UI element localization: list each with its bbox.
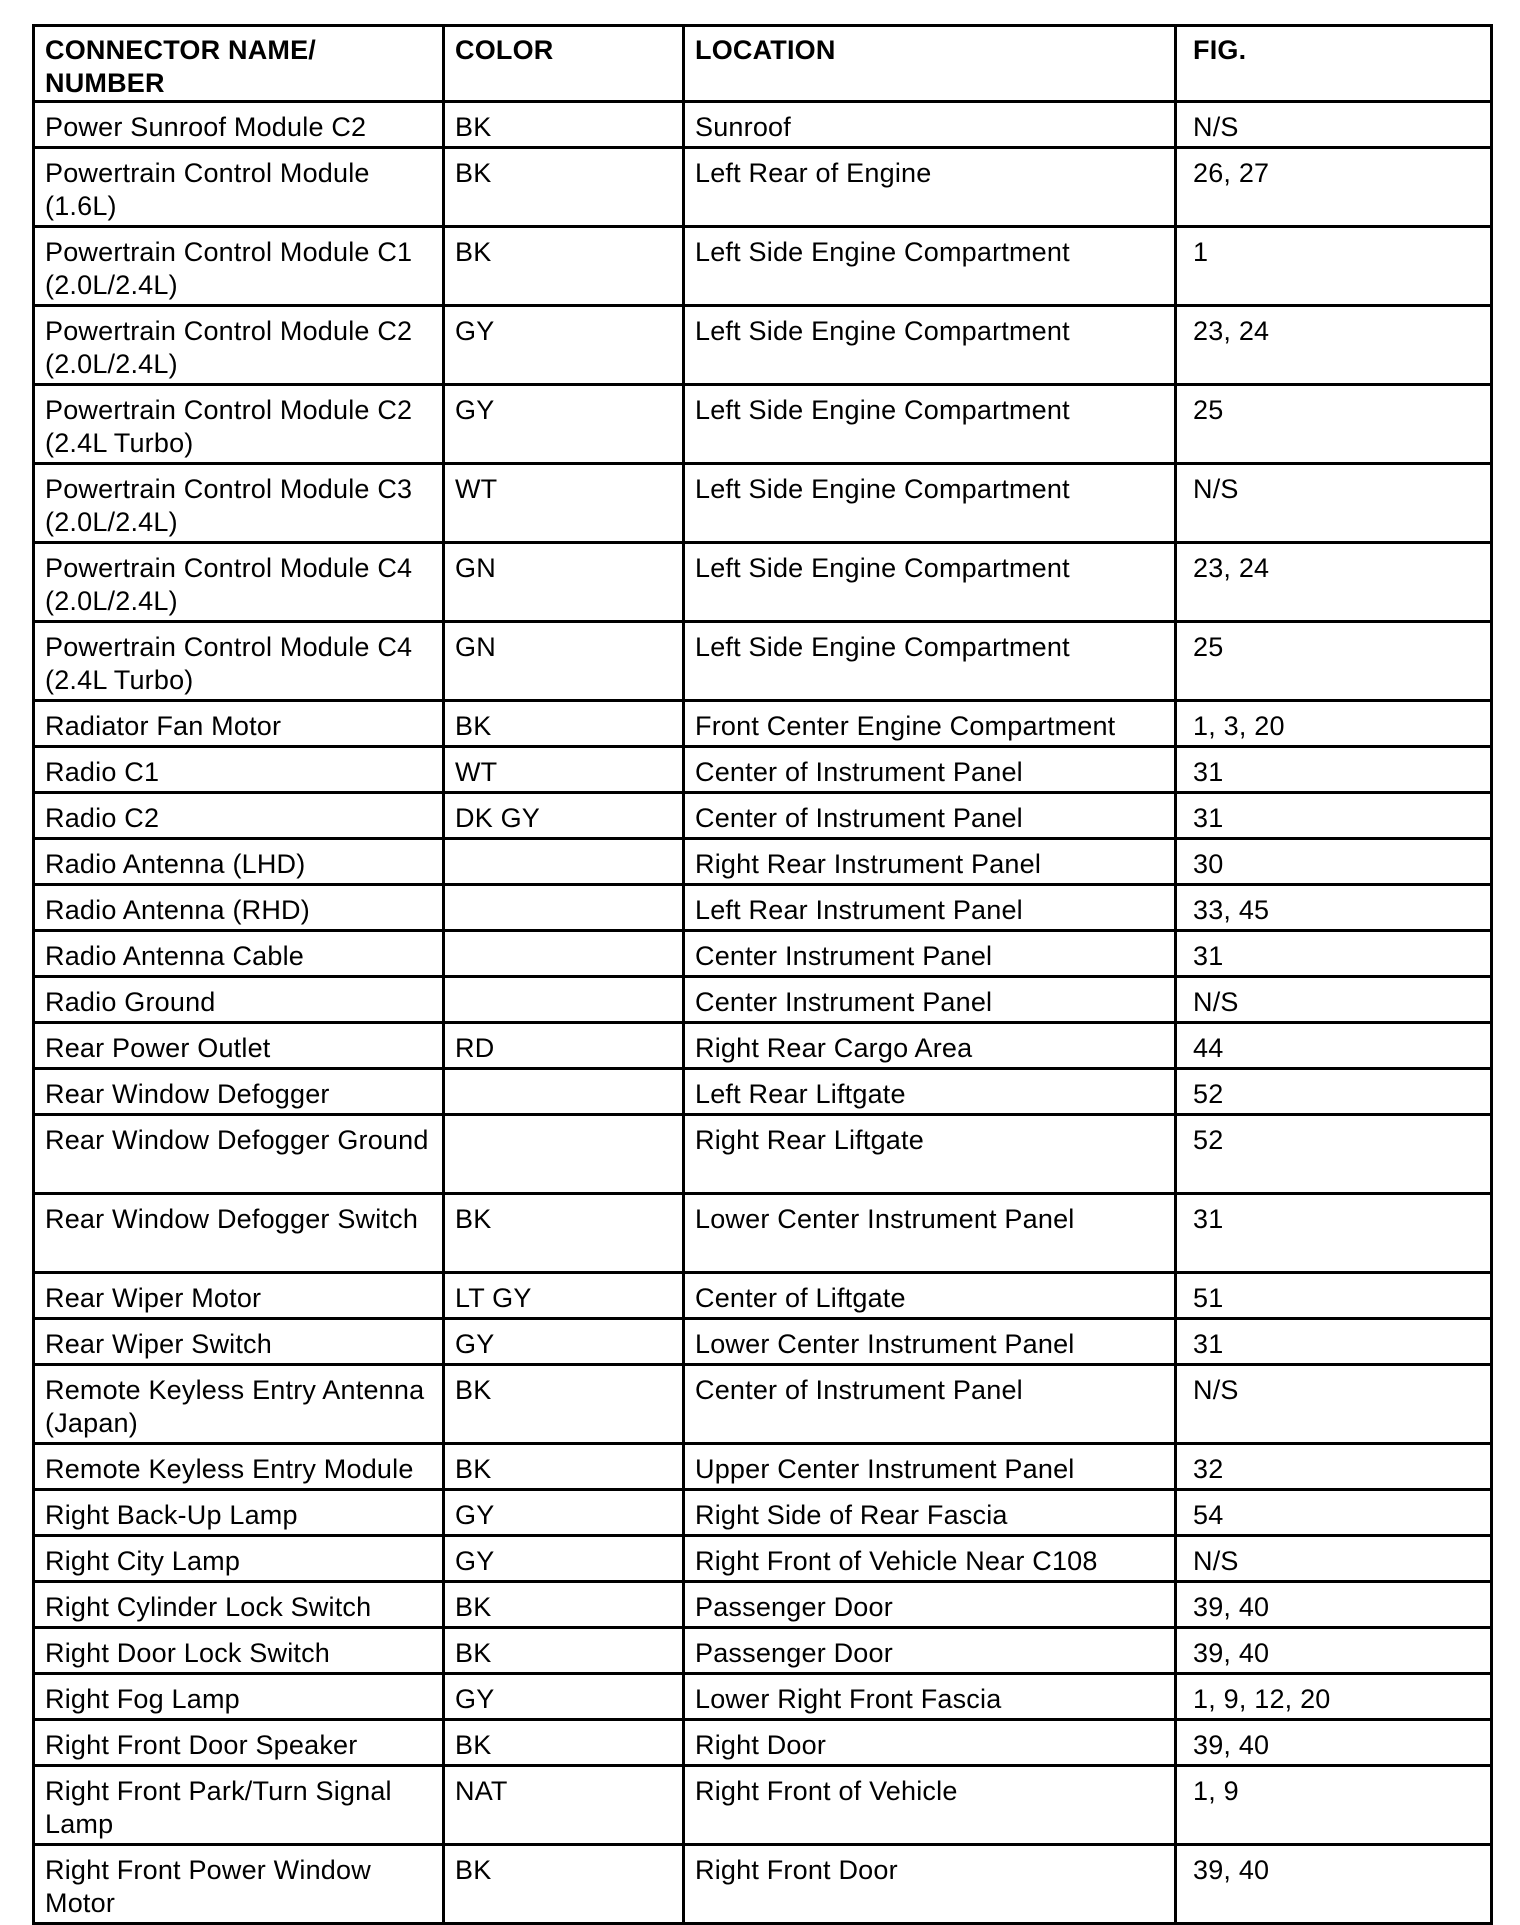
- connector-name-cell: Right Fog Lamp: [34, 1674, 444, 1720]
- location-cell: Lower Center Instrument Panel: [684, 1319, 1176, 1365]
- fig-cell: N/S: [1176, 464, 1492, 543]
- table-row: [34, 543, 1492, 622]
- color-cell: NAT: [444, 1766, 684, 1845]
- table-row: [34, 1365, 1492, 1444]
- table-row: [34, 931, 1492, 977]
- connector-name-cell: Right City Lamp: [34, 1536, 444, 1582]
- location-cell: Passenger Door: [684, 1582, 1176, 1628]
- connector-name-cell: Right Cylinder Lock Switch: [34, 1582, 444, 1628]
- table-row: [34, 1115, 1492, 1194]
- connector-name-cell: Rear Window Defogger Switch: [34, 1194, 444, 1273]
- fig-cell: 52: [1176, 1115, 1492, 1194]
- connector-name-cell: Rear Window Defogger Ground: [34, 1115, 444, 1194]
- color-cell: GY: [444, 1490, 684, 1536]
- location-cell: Lower Center Instrument Panel: [684, 1194, 1176, 1273]
- connector-name-cell: Powertrain Control Module C4 (2.4L Turbo): [34, 622, 444, 701]
- location-cell: Passenger Door: [684, 1628, 1176, 1674]
- table-row: [34, 464, 1492, 543]
- location-cell: Center of Instrument Panel: [684, 1365, 1176, 1444]
- header-location: LOCATION: [684, 26, 1176, 102]
- connector-name-cell: Rear Wiper Motor: [34, 1273, 444, 1319]
- fig-cell: 39, 40: [1176, 1720, 1492, 1766]
- fig-cell: 31: [1176, 747, 1492, 793]
- color-cell: [444, 1115, 684, 1194]
- color-cell: BK: [444, 701, 684, 747]
- color-cell: GY: [444, 306, 684, 385]
- table-row: [34, 622, 1492, 701]
- table-row: [34, 306, 1492, 385]
- color-cell: BK: [444, 227, 684, 306]
- table-row: [34, 1720, 1492, 1766]
- table-row: [34, 793, 1492, 839]
- fig-cell: 39, 40: [1176, 1582, 1492, 1628]
- fig-cell: 31: [1176, 793, 1492, 839]
- connector-table: [32, 24, 1493, 1925]
- fig-cell: 1, 3, 20: [1176, 701, 1492, 747]
- location-cell: Left Side Engine Compartment: [684, 464, 1176, 543]
- table-row: [34, 102, 1492, 148]
- location-cell: Right Front of Vehicle Near C108: [684, 1536, 1176, 1582]
- header-fig: FIG.: [1176, 26, 1492, 102]
- color-cell: [444, 885, 684, 931]
- location-cell: Center of Instrument Panel: [684, 793, 1176, 839]
- fig-cell: 39, 40: [1176, 1628, 1492, 1674]
- color-cell: [444, 931, 684, 977]
- location-cell: Right Front of Vehicle: [684, 1766, 1176, 1845]
- fig-cell: 25: [1176, 385, 1492, 464]
- location-cell: Left Rear Liftgate: [684, 1069, 1176, 1115]
- table-row: [34, 1444, 1492, 1490]
- table-row: [34, 1490, 1492, 1536]
- connector-name-cell: Remote Keyless Entry Module: [34, 1444, 444, 1490]
- fig-cell: 31: [1176, 1194, 1492, 1273]
- connector-name-cell: Radio C1: [34, 747, 444, 793]
- location-cell: Left Rear Instrument Panel: [684, 885, 1176, 931]
- connector-name-cell: Radio Antenna Cable: [34, 931, 444, 977]
- connector-name-cell: Powertrain Control Module C2 (2.4L Turbo): [34, 385, 444, 464]
- color-cell: BK: [444, 1194, 684, 1273]
- color-cell: BK: [444, 1845, 684, 1924]
- connector-name-cell: Rear Power Outlet: [34, 1023, 444, 1069]
- color-cell: BK: [444, 1365, 684, 1444]
- location-cell: Center Instrument Panel: [684, 931, 1176, 977]
- fig-cell: N/S: [1176, 1536, 1492, 1582]
- table-row: [34, 148, 1492, 227]
- location-cell: Left Side Engine Compartment: [684, 622, 1176, 701]
- color-cell: BK: [444, 102, 684, 148]
- table-row: [34, 977, 1492, 1023]
- location-cell: Left Side Engine Compartment: [684, 227, 1176, 306]
- color-cell: DK GY: [444, 793, 684, 839]
- table-row: [34, 701, 1492, 747]
- header-color: COLOR: [444, 26, 684, 102]
- color-cell: GY: [444, 1536, 684, 1582]
- fig-cell: 30: [1176, 839, 1492, 885]
- header-connector-name: CONNECTOR NAME/ NUMBER: [34, 26, 444, 102]
- fig-cell: 44: [1176, 1023, 1492, 1069]
- connector-name-cell: Powertrain Control Module C4 (2.0L/2.4L): [34, 543, 444, 622]
- color-cell: [444, 977, 684, 1023]
- table-row: [34, 1194, 1492, 1273]
- table-body: [34, 102, 1492, 1924]
- fig-cell: N/S: [1176, 102, 1492, 148]
- fig-cell: 23, 24: [1176, 306, 1492, 385]
- color-cell: BK: [444, 1582, 684, 1628]
- connector-name-cell: Radio Ground: [34, 977, 444, 1023]
- location-cell: Center of Instrument Panel: [684, 747, 1176, 793]
- color-cell: BK: [444, 1720, 684, 1766]
- location-cell: Sunroof: [684, 102, 1176, 148]
- table-row: [34, 1674, 1492, 1720]
- color-cell: [444, 1069, 684, 1115]
- location-cell: Left Rear of Engine: [684, 148, 1176, 227]
- table-row: [34, 1319, 1492, 1365]
- table-row: [34, 1273, 1492, 1319]
- table-row: [34, 1845, 1492, 1924]
- fig-cell: 31: [1176, 1319, 1492, 1365]
- table-row: [34, 839, 1492, 885]
- connector-name-cell: Power Sunroof Module C2: [34, 102, 444, 148]
- location-cell: Left Side Engine Compartment: [684, 543, 1176, 622]
- table-row: [34, 885, 1492, 931]
- location-cell: Right Side of Rear Fascia: [684, 1490, 1176, 1536]
- table-row: [34, 1582, 1492, 1628]
- fig-cell: N/S: [1176, 1365, 1492, 1444]
- color-cell: BK: [444, 1628, 684, 1674]
- fig-cell: N/S: [1176, 977, 1492, 1023]
- color-cell: WT: [444, 747, 684, 793]
- fig-cell: 39, 40: [1176, 1845, 1492, 1924]
- fig-cell: 1, 9, 12, 20: [1176, 1674, 1492, 1720]
- color-cell: GY: [444, 1319, 684, 1365]
- header-row: [34, 26, 1492, 102]
- location-cell: Right Front Door: [684, 1845, 1176, 1924]
- connector-name-cell: Right Front Power Window Motor: [34, 1845, 444, 1924]
- fig-cell: 52: [1176, 1069, 1492, 1115]
- connector-name-cell: Radio Antenna (LHD): [34, 839, 444, 885]
- color-cell: GY: [444, 385, 684, 464]
- color-cell: GY: [444, 1674, 684, 1720]
- fig-cell: 32: [1176, 1444, 1492, 1490]
- connector-name-cell: Right Front Door Speaker: [34, 1720, 444, 1766]
- connector-name-cell: Right Front Park/Turn Signal Lamp: [34, 1766, 444, 1845]
- table-row: [34, 1766, 1492, 1845]
- color-cell: [444, 839, 684, 885]
- fig-cell: 54: [1176, 1490, 1492, 1536]
- color-cell: RD: [444, 1023, 684, 1069]
- fig-cell: 31: [1176, 931, 1492, 977]
- connector-name-cell: Powertrain Control Module C2 (2.0L/2.4L): [34, 306, 444, 385]
- fig-cell: 23, 24: [1176, 543, 1492, 622]
- color-cell: WT: [444, 464, 684, 543]
- location-cell: Right Rear Instrument Panel: [684, 839, 1176, 885]
- location-cell: Left Side Engine Compartment: [684, 306, 1176, 385]
- color-cell: GN: [444, 622, 684, 701]
- fig-cell: 1, 9: [1176, 1766, 1492, 1845]
- fig-cell: 33, 45: [1176, 885, 1492, 931]
- table-row: [34, 1628, 1492, 1674]
- table-row: [34, 227, 1492, 306]
- connector-name-cell: Radio Antenna (RHD): [34, 885, 444, 931]
- connector-name-cell: Radiator Fan Motor: [34, 701, 444, 747]
- fig-cell: 1: [1176, 227, 1492, 306]
- location-cell: Left Side Engine Compartment: [684, 385, 1176, 464]
- connector-name-cell: Powertrain Control Module C3 (2.0L/2.4L): [34, 464, 444, 543]
- location-cell: Lower Right Front Fascia: [684, 1674, 1176, 1720]
- connector-name-cell: Powertrain Control Module C1 (2.0L/2.4L): [34, 227, 444, 306]
- connector-name-cell: Remote Keyless Entry Antenna (Japan): [34, 1365, 444, 1444]
- connector-name-cell: Rear Wiper Switch: [34, 1319, 444, 1365]
- color-cell: BK: [444, 148, 684, 227]
- location-cell: Center Instrument Panel: [684, 977, 1176, 1023]
- table-row: [34, 747, 1492, 793]
- table-header: [34, 26, 1492, 102]
- table-row: [34, 385, 1492, 464]
- fig-cell: 26, 27: [1176, 148, 1492, 227]
- table-row: [34, 1023, 1492, 1069]
- color-cell: BK: [444, 1444, 684, 1490]
- connector-name-cell: Powertrain Control Module (1.6L): [34, 148, 444, 227]
- location-cell: Right Door: [684, 1720, 1176, 1766]
- connector-name-cell: Radio C2: [34, 793, 444, 839]
- location-cell: Front Center Engine Compartment: [684, 701, 1176, 747]
- fig-cell: 25: [1176, 622, 1492, 701]
- connector-name-cell: Right Back-Up Lamp: [34, 1490, 444, 1536]
- color-cell: GN: [444, 543, 684, 622]
- connector-name-cell: Right Door Lock Switch: [34, 1628, 444, 1674]
- location-cell: Right Rear Liftgate: [684, 1115, 1176, 1194]
- table-row: [34, 1536, 1492, 1582]
- color-cell: LT GY: [444, 1273, 684, 1319]
- table-row: [34, 1069, 1492, 1115]
- location-cell: Right Rear Cargo Area: [684, 1023, 1176, 1069]
- fig-cell: 51: [1176, 1273, 1492, 1319]
- location-cell: Center of Liftgate: [684, 1273, 1176, 1319]
- location-cell: Upper Center Instrument Panel: [684, 1444, 1176, 1490]
- connector-name-cell: Rear Window Defogger: [34, 1069, 444, 1115]
